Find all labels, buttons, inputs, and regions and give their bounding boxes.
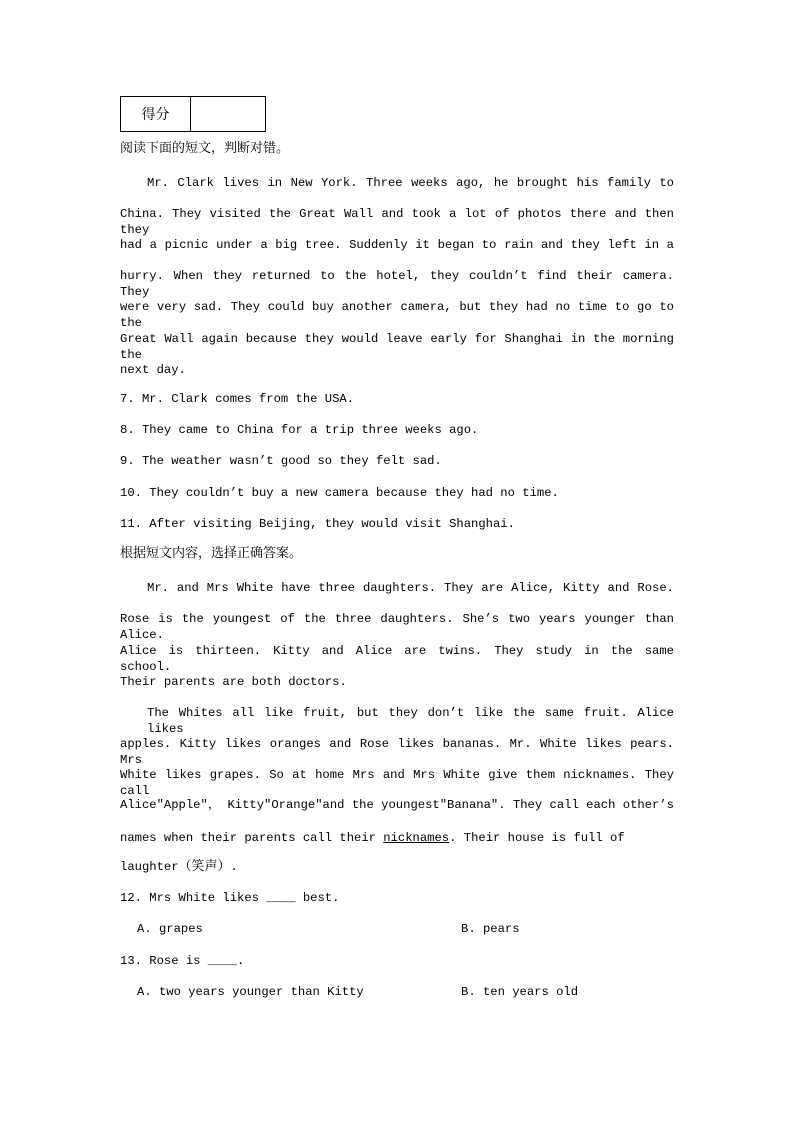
passage1-line: Great Wall again because they would leave early for Shanghai in the morning the	[120, 332, 674, 362]
question-12: 12. Mrs White likes ____ best.	[120, 891, 340, 905]
q12-option-b: B. pears	[461, 922, 520, 936]
passage2-line: Rose is the youngest of the three daughters. She’s two years younger than Alice.	[120, 612, 674, 642]
passage2-line: The Whites all like fruit, but they don’t like the same fruit. Alice likes	[147, 706, 674, 736]
q13-option-b: B. ten years old	[461, 985, 579, 999]
passage1-line: China. They visited the Great Wall and took a lot of photos there and then they	[120, 207, 674, 237]
question-11: 11. After visiting Beijing, they would visit Shanghai.	[120, 517, 515, 531]
question-8: 8. They came to China for a trip three weeks ago.	[120, 423, 479, 437]
passage1-line: hurry. When they returned to the hotel, they couldn’t find their camera. They	[120, 269, 674, 299]
passage1-line: had a picnic under a big tree. Suddenly it began to rain and they left in a	[120, 238, 674, 252]
passage2-line	[120, 859, 238, 875]
line-text: laughter	[120, 860, 179, 874]
passage2-line: White likes grapes. So at home Mrs and Mrs White give them nicknames. They call	[120, 768, 674, 798]
passage2-line	[120, 830, 625, 846]
passage2-line: Their parents are both doctors.	[120, 675, 347, 689]
passage2-line: apples. Kitty likes oranges and Rose likes bananas. Mr. White likes pears. Mrs	[120, 737, 674, 767]
score-label: 得分	[121, 97, 191, 131]
q13-option-a: A. two years younger than Kitty	[137, 985, 364, 999]
passage1-line: were very sad. They could buy another camera, but they had no time to go to the	[120, 300, 674, 330]
q12-option-a: A. grapes	[137, 922, 203, 936]
nicknames-underlined: nicknames	[383, 831, 450, 845]
passage2-line: Mr. and Mrs White have three daughters. They are Alice, Kitty and Rose.	[147, 581, 674, 595]
score-box	[120, 96, 266, 132]
question-13: 13. Rose is ____.	[120, 954, 245, 968]
line-text: . Their house is full of	[449, 831, 625, 845]
passage2-line: Alice is thirteen. Kitty and Alice are twins. They study in the same school.	[120, 644, 674, 674]
passage2-line: Alice″Apple″， Kitty″Orange″and the youngest″Banana″. They call each other’s	[120, 798, 674, 812]
passage1-line: Mr. Clark lives in New York. Three weeks ago, he brought his family to	[147, 176, 674, 190]
passage1-line: next day.	[120, 363, 186, 377]
line-text: names when their parents call their	[120, 831, 384, 845]
question-9: 9. The weather wasn’t good so they felt sad.	[120, 454, 442, 468]
laughter-gloss: （笑声）	[178, 859, 231, 874]
line-text: .	[230, 860, 238, 874]
score-value	[191, 97, 265, 131]
question-10: 10. They couldn’t buy a new camera because they had no time.	[120, 486, 559, 500]
section1-instruction: 阅读下面的短文，判断对错。	[120, 141, 290, 156]
question-7: 7. Mr. Clark comes from the USA.	[120, 392, 355, 406]
section2-instruction: 根据短文内容，选择正确答案。	[120, 546, 303, 561]
